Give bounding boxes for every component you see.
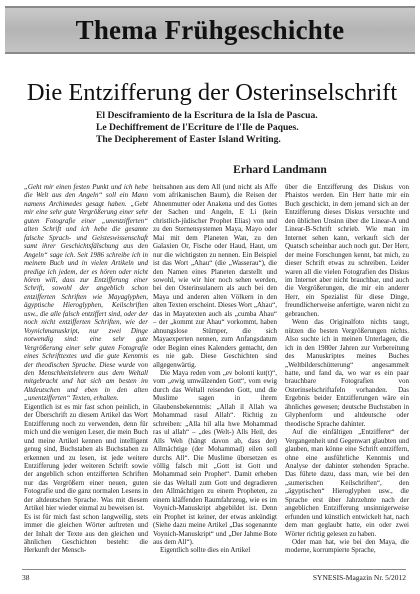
paragraph: „Geht mir einen festen Punkt und ich hebe die Welt aus den Angeln“ soll ein Mann namens Archimedes gesagt haben. „Gebt mir eine sehr gute Vergrößerung einer sehr guten Fotografie einer „unentzifferten“ alten Schrift und ich hebe die gesamte falsche Sprach- und Geisteswissenschaft samt ihrer Geschichtsfälschung aus den Angeln“ sage ich. Seit 1986 schreibe ich in meinem Buch und in vielen Artikeln und predige ich jedem, der es hören oder nicht hören will, dass zur Entzifferung einer Schrift, sowohl der angeblich schon entzifferten Schriften wie Mayaglyphen, ägyptische Hieroglyphen, Keilschriften usw., die alle falsch entziffert sind, oder der noch nicht entzifferten Schriften, wie der Voynichmanuskript, nur zwei Dinge notwendig sind: eine sehr gute Vergrößerung einer sehr guten Fotografie eines Schrifttextes und die gute Kenntnis der theodischen Sprache. Diese wurde von den Menschheitslehrern aus dem Weltall mitgebracht und hat sich am besten im Altdeutschen und eben in den alten „unentzifferten“ Texten, erhalten.	[24, 183, 148, 403]
article-author: Erhard Landmann	[233, 164, 327, 176]
paragraph: Eigentlich sollte dies ein Artikel	[160, 546, 251, 555]
subtitle-spanish: El Desciframiento de la Escritura de la Isla de Pascua.	[96, 110, 318, 121]
subtitle-french: Le Dechiffrement de l'Ecriture de l'Ile de Paques.	[96, 122, 299, 133]
footer-divider	[22, 569, 406, 570]
page-number: 38	[22, 573, 30, 582]
text-column-middle	[153, 183, 277, 555]
paragraph: Auf die einfältigen „Entzifferer“ der Vergangenheit und Gegenwart glaubten und glauben, man könne eine Schrift entziffern, ohne eine ausführliche Kenntnis und Analyse der dahinter stehenden Sprache. Das führte dazu, dass man, wie bei den „sumerischen Keilschriften“, den „ägyptischen“ Hieroglyphen usw., die Sprache erst über Jahrzehnte nach der angeblichen Entzifferung unsinnigerweise erfunden und künstlich entwickelt hat, nach dem man geglaubt hatte, ein oder zwei Wörter richtig gelesen zu haben.	[285, 428, 409, 538]
paragraph: Eigentlich ist es mir fast schon peinlich, in der Überschrift zu diesem Artikel das Wort Entzifferung noch zu verwenden, denn für mich und die wenigen Leser, die mein Buch und meine Artikel kennen und intelligent genug sind, Buchstaben als Buchstaben zu erkennen und zu lesen, ist jede weitere Entzifferung jeder weiteren Schrift sowie der angeblich schon entzifferten Schriften nur das Vergrößern einer neuen, guten Fotografie und die ganz normalen Lesens in der altdeutschen Sprache. Was mit diesem Artikel hier wieder einmal zu beweisen ist.	[24, 402, 148, 513]
paragraph: Oder man hat, wie bei den Maya, die moderne, korrumpierte Sprache,	[285, 538, 409, 555]
article-subtitles	[96, 110, 406, 146]
paragraph: Es ist für mich fast schon langweilig, stets immer die gleichen Wörter auftreten und der Inhalt der Texte aus den gleichen und ähnlichen Geschichten besteht: die Herkunft der Mensch-	[24, 512, 148, 555]
article-title: Die Entzifferung der Osterinselschrift	[26, 79, 398, 106]
paragraph: über die Entzifferung des Diskus von Phaistos werden. Ein Herr hatte mir ein Buch geschickt, in dem jemand sich an der Entzifferung dieses Diskus versuchte und den üblichen Unsinn über die Linear-A und Linear-B-Schrift schrieb. Wie man im Internet sehen kann, verkauft sich der Quatsch scheinbar auch noch gut. Der Herr, der meine Forschungen kennt, bat mich, zu dieser Schrift etwas zu schreiben. Leider waren all die vielen Fotografien des Diskus im Internet aber nicht brauchbar, und auch die Vergrößerungen, die mir ein anderer Herr, ein Spezialist für diese Dinge, freundlicherweise anfertigte, waren nicht zu gebrauchen.	[285, 183, 409, 318]
magazine-issue: SYNESIS-Magazin Nr. 5/2012	[312, 573, 406, 582]
paragraph: Die Maya reden vom „ev bolonti kut(t)“, vom „ewig umwälzenden Gott“, vom ewig durch das Weltall reisenden Gott, und die Muslime sagen in ihrem Glaubensbekenntnis: „Allah il Allah wa Mohammad rasul Allah“. Richtig zu schreiben: „Alla hil alla hwe Mohammad ras ul allah“ – „des (Welt-) Alls Heil, des Alls Weh (hängt davon ab, dass der) Allmächtige (der Mohammad) eilen soll durchs All“. Die Muslime übersetzen es völlig falsch mit „Gott ist Gott und Mohammad sein Prophet“. Damit erheben sie das Weltall zum Gott und degradieren den Allmächtigen zu einem Propheten, zu einem kläffenden Raumfahrzeug, wie es im Voynich-Manuskript abgebildet ist. Denn ein Prophet ist keiner, der etwas ankündigt (Siehe dazu meine Artikel „Das sogenannte Voynich-Manuskript“ und „Der Jahme Bote aus dem All“).	[153, 368, 277, 547]
paragraph: Wenn das Originalfoto nichts taugt, nützen die besten Vergrößerungen nichts. Also suchte ich in meinen Unterlagen, die ich in den 1980er Jahren zur Vorbereitung des Manuskriptes meines Buches „Weltbilderschütterung“ angesammelt hatte, und fand da, wo war es ein paar brauchbare Fotografien von Osterinselschriftafeln vorhanden. Das Ergebnis beider Entzifferungen wäre ein ähnliches gewesen; deutsche Buchstaben in Glyphenform und altdeutsche oder theodische Sprache dahinter.	[285, 318, 409, 428]
paragraph: heitsahnen aus dem All (und nicht als Affe vom afrikanischen Baum), die Reisen der Ahnenmutter oder Anakena und des Gottes der Sachen und Angeln, E Li (kein christlich-jüdischer Prophet Elias) von und zu den Sternensystemen Maya, Mayo oder Mai mit dem Planeten Wan, zu den Galaxien Or, Fische oder Haud, Haut, um nur die wichtigsten zu nennen. Ein Beispiel ist das Wort „Ahau“ (die „Wasserau“), die den Namen eines Planeten darstellt und sowohl, wie wir hier noch sehen werden, bei den Osterinsulanern als auch bei den Maya und anderen alten Völkern in den alten Texten erscheint. Dieses Wort „Ahau“, das in Mayatexten auch als „cumba Ahau“ – der „kommt zur Ahau“ vorkommt, haben ahnungslose Stümper, die sich Mayaexperten nennen, zum Anfangsdatum oder Beginn eines Kalenders gemacht, den es nie gab. Diese Geschichten sind allgegenwärtig.	[153, 183, 277, 369]
section-banner	[5, 6, 415, 54]
text-column-left	[24, 183, 148, 555]
subtitle-english: The Decipherement of Easter Island Writing.	[96, 134, 281, 145]
section-title: Thema Frühgeschichte	[75, 15, 345, 45]
text-column-right	[285, 183, 409, 555]
